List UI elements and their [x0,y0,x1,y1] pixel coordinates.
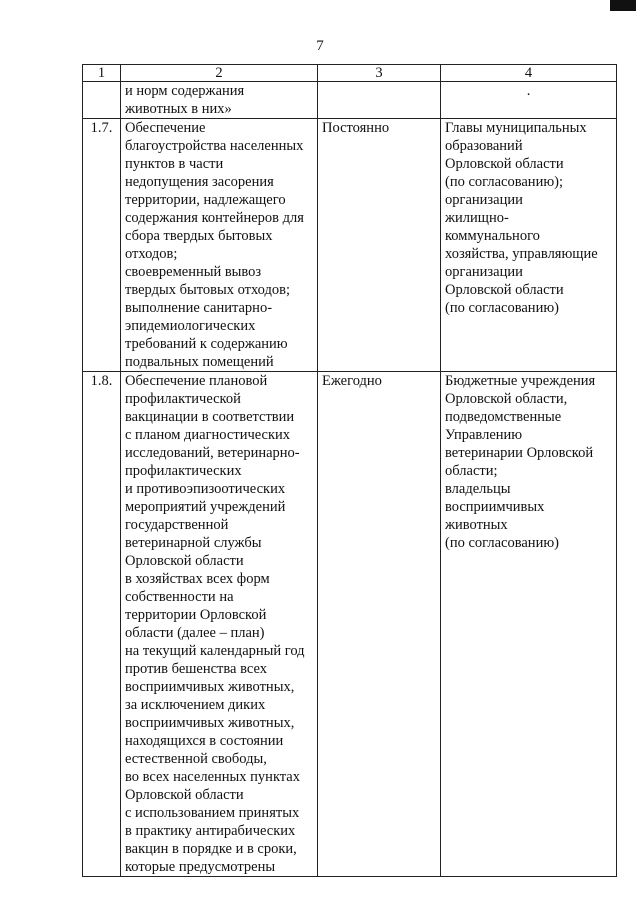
text-line: области; [445,463,498,479]
text-line: в практику антирабических [125,823,296,839]
text-line: Орловской области [445,282,564,298]
text-line: недопущения засорения [125,174,274,190]
text-line: (по согласованию) [445,535,559,551]
text-line: во всех населенных пунктах [125,769,300,785]
text-line: Орловской области [445,156,564,172]
document-table [82,64,617,877]
text-line: ветеринарной службы [125,535,262,551]
text-line: за исключением диких [125,697,266,713]
measure-cell [121,372,318,877]
text-line: естественной свободы, [125,751,267,767]
text-line: территории Орловской [125,607,267,623]
text-line: и противоэпизоотических [125,481,286,497]
text-line: профилактических [125,463,242,479]
row-number: 1.7. [83,119,121,372]
text-line: владельцы [445,481,511,497]
text-line: подвальных помещений [125,354,274,370]
dot-mark: . [526,83,531,99]
text-line: собственности на [125,589,234,605]
header-cell-3: 3 [318,65,441,82]
text-line: с планом диагностических [125,427,291,443]
header-row [83,65,617,82]
text-line: животных в них» [125,101,232,117]
text-line: Обеспечение [125,120,206,136]
text-line: против бешенства всех [125,661,267,677]
text-line: исследований, ветеринарно- [125,445,300,461]
continuation-executor-cell [441,82,617,119]
text-line: восприимчивых животных, [125,679,295,695]
text-line: Управлению [445,427,523,443]
continuation-row [83,82,617,119]
text-line: ветеринарии Орловской [445,445,594,461]
text-line: организации [445,192,523,208]
text-line: вакцинации в соответствии [125,409,295,425]
table-row [83,372,617,877]
text-line: (по согласованию) [445,300,559,316]
text-line: восприимчивых животных, [125,715,295,731]
text-line: на текущий календарный год [125,643,305,659]
table-row [83,119,617,372]
text-line: восприимчивых [445,499,545,515]
text-line: области (далее – план) [125,625,265,641]
text-line: благоустройства населенных [125,138,304,154]
row-number: 1.8. [83,372,121,877]
text-line: территории, надлежащего [125,192,286,208]
executor-cell [441,372,617,877]
text-line: Обеспечение плановой [125,373,268,389]
continuation-text-cell [121,82,318,119]
text-line: профилактической [125,391,241,407]
text-line: Орловской области [125,553,244,569]
text-line: с использованием принятых [125,805,300,821]
text-line: организации [445,264,523,280]
text-line: эпидемиологических [125,318,256,334]
header-cell-1: 1 [83,65,121,82]
header-cell-2: 2 [121,65,318,82]
text-line: подведомственные [445,409,562,425]
text-line: жилищно- [445,210,509,226]
text-line: и норм содержания [125,83,245,99]
text-line: требований к содержанию [125,336,288,352]
header-cell-4: 4 [441,65,617,82]
text-line: государственной [125,517,229,533]
text-line: содержания контейнеров для [125,210,304,226]
text-line: образований [445,138,523,154]
measure-cell [121,119,318,372]
term-cell: Постоянно [318,119,441,372]
text-line: коммунального [445,228,540,244]
text-line: Орловской области, [445,391,568,407]
text-line: вакцин в порядке и в сроки, [125,841,297,857]
term-cell: Ежегодно [318,372,441,877]
text-line: своевременный вывоз [125,264,262,280]
text-line: твердых бытовых отходов; [125,282,290,298]
text-line: пунктов в части [125,156,224,172]
continuation-term-cell [318,82,441,119]
executor-cell [441,119,617,372]
text-line: сбора твердых бытовых [125,228,273,244]
text-line: которые предусмотрены [125,859,276,875]
text-line: (по согласованию); [445,174,564,190]
text-line: Бюджетные учреждения [445,373,596,389]
corner-mark [610,0,636,11]
page-number: 7 [316,38,324,54]
text-line: Главы муниципальных [445,120,587,136]
continuation-num-cell [83,82,121,119]
text-line: животных [445,517,508,533]
text-line: в хозяйствах всех форм [125,571,270,587]
text-line: Орловской области [125,787,244,803]
text-line: отходов; [125,246,178,262]
text-line: мероприятий учреждений [125,499,286,515]
text-line: хозяйства, управляющие [445,246,598,262]
text-line: выполнение санитарно- [125,300,273,316]
text-line: находящихся в состоянии [125,733,284,749]
